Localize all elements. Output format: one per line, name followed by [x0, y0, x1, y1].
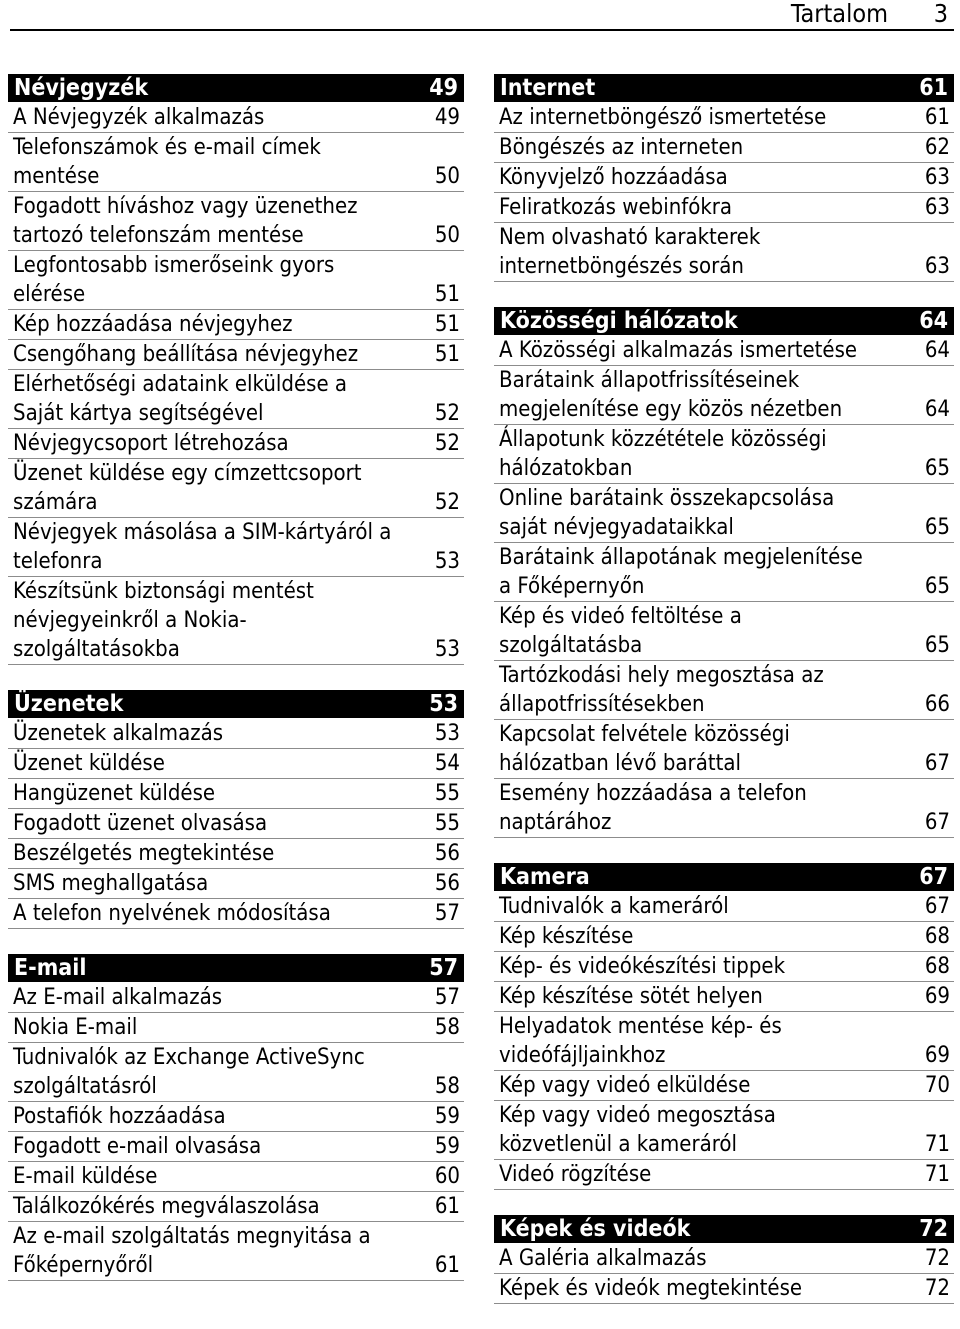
entry-page-number: 49 [434, 105, 460, 130]
entry-page-number: 51 [434, 312, 460, 337]
entry-title: Kép- és videókészítési tippek [499, 954, 786, 979]
entry-page-number: 68 [924, 954, 950, 979]
entry-title: Találkozókérés megválaszolása [13, 1194, 320, 1219]
toc-left-column [8, 74, 464, 1306]
entry-title: Fogadott e-mail olvasása [13, 1134, 262, 1159]
toc-entry[interactable] [494, 366, 954, 425]
section-page-number: 49 [429, 75, 458, 101]
toc-entry[interactable] [8, 103, 464, 133]
toc-entry[interactable] [8, 1162, 464, 1192]
entry-page-number: 64 [924, 397, 950, 422]
entry-page-number: 63 [924, 195, 950, 220]
entry-page-number: 61 [924, 105, 950, 130]
entry-title: Videó rögzítése [499, 1162, 652, 1187]
entry-page-number: 71 [924, 1162, 950, 1187]
entry-title: Postafiók hozzáadása [13, 1104, 226, 1129]
section-heading[interactable] [8, 74, 464, 102]
entry-title: Barátaink állapotfrissítéseinek megjelenítése egy közös nézetben [499, 368, 843, 422]
toc-entry[interactable] [8, 429, 464, 459]
toc-section-nevjegyzek [8, 74, 464, 665]
entry-page-number: 51 [434, 282, 460, 307]
toc-entry[interactable] [8, 192, 464, 251]
entry-title: Névjegyek másolása a SIM-kártyáról a telefonra [13, 520, 392, 574]
entry-page-number: 57 [434, 985, 460, 1010]
entry-title: Tudnivalók az Exchange ActiveSync szolgáltatásról [13, 1045, 365, 1099]
entry-title: Üzenet küldése [13, 751, 165, 776]
entry-title: Névjegycsoport létrehozása [13, 431, 289, 456]
toc-entry[interactable] [8, 251, 464, 310]
entry-page-number: 67 [924, 894, 950, 919]
entry-title: Üzenetek alkalmazás [13, 721, 224, 746]
page-header [0, 0, 960, 30]
entry-title: Esemény hozzáadása a telefon naptárához [499, 781, 807, 835]
entry-title: Fogadott híváshoz vagy üzenethez tartozó telefonszám mentése [13, 194, 358, 248]
entry-title: Kép vagy videó megosztása közvetlenül a kameráról [499, 1103, 776, 1157]
toc-entry[interactable] [494, 1101, 954, 1160]
toc-entry[interactable] [8, 1132, 464, 1162]
entry-title: A Közösségi alkalmazás ismertetése [499, 338, 858, 363]
entry-title: Kép készítése [499, 924, 634, 949]
toc-entry[interactable] [8, 1192, 464, 1222]
entry-title: Legfontosabb ismerőseink gyors elérése [13, 253, 335, 307]
toc-entry[interactable] [494, 1071, 954, 1101]
toc-entry[interactable] [494, 602, 954, 661]
toc-entry[interactable] [8, 983, 464, 1013]
header-rule [10, 29, 954, 31]
section-heading[interactable] [494, 863, 954, 891]
toc-right-column [494, 74, 954, 1329]
entry-page-number: 52 [434, 401, 460, 426]
entry-title: Tartózkodási hely megosztása az állapotfrissítésekben [499, 663, 824, 717]
entry-title: Tudnivalók a kameráról [499, 894, 729, 919]
entry-title: Állapotunk közzététele közösségi hálózatokban [499, 427, 827, 481]
entry-page-number: 62 [924, 135, 950, 160]
entry-page-number: 65 [924, 515, 950, 540]
toc-entry[interactable] [8, 1222, 464, 1281]
entry-title: Üzenet küldése egy címzettcsoport számára [13, 461, 362, 515]
toc-entry[interactable] [8, 809, 464, 839]
entry-page-number: 60 [434, 1164, 460, 1189]
entry-page-number: 66 [924, 692, 950, 717]
toc-entry[interactable] [494, 1012, 954, 1071]
entry-title: Képek és videók megtekintése [499, 1276, 803, 1301]
entry-page-number: 50 [434, 164, 460, 189]
toc-section-internet [494, 74, 954, 282]
entry-title: Hangüzenet küldése [13, 781, 216, 806]
entry-page-number: 50 [434, 223, 460, 248]
toc-entry[interactable] [494, 1244, 954, 1274]
entry-title: Feliratkozás webinfókra [499, 195, 733, 220]
page-title: Tartalom [790, 0, 888, 28]
entry-title: Kép készítése sötét helyen [499, 984, 763, 1009]
entry-title: A telefon nyelvének módosítása [13, 901, 331, 926]
toc-entry[interactable] [8, 869, 464, 899]
entry-page-number: 65 [924, 633, 950, 658]
entry-page-number: 72 [924, 1276, 950, 1301]
entry-title: Könyvjelző hozzáadása [499, 165, 728, 190]
entry-page-number: 55 [434, 781, 460, 806]
toc-entry[interactable] [8, 1043, 464, 1102]
entry-title: Fogadott üzenet olvasása [13, 811, 268, 836]
entry-page-number: 67 [924, 810, 950, 835]
toc-section-uzenetek [8, 690, 464, 929]
entry-page-number: 70 [924, 1073, 950, 1098]
toc-entry[interactable] [494, 193, 954, 223]
entry-title: Készítsünk biztonsági mentést névjegyeinkről a Nokia- szolgáltatásokba [13, 579, 314, 662]
section-title: Névjegyzék [14, 75, 149, 101]
entry-title: Barátaink állapotának megjelenítése a Főképernyőn [499, 545, 863, 599]
toc-entry[interactable] [8, 899, 464, 929]
section-page-number: 61 [919, 75, 948, 101]
entry-title: Helyadatok mentése kép- és videófájljainkhoz [499, 1014, 782, 1068]
entry-title: Nem olvasható karakterek internetböngészés során [499, 225, 761, 279]
entry-page-number: 65 [924, 456, 950, 481]
toc-entry[interactable] [494, 661, 954, 720]
toc-entry[interactable] [494, 922, 954, 952]
entry-page-number: 69 [924, 984, 950, 1009]
toc-entry[interactable] [494, 779, 954, 838]
section-heading[interactable] [8, 690, 464, 718]
entry-page-number: 57 [434, 901, 460, 926]
entry-page-number: 63 [924, 254, 950, 279]
entry-page-number: 53 [434, 637, 460, 662]
entry-page-number: 58 [434, 1074, 460, 1099]
section-title: Közösségi hálózatok [500, 308, 738, 334]
entry-page-number: 69 [924, 1043, 950, 1068]
entry-title: E-mail küldése [13, 1164, 158, 1189]
toc-entry[interactable] [494, 1274, 954, 1304]
entry-title: Kép hozzáadása névjegyhez [13, 312, 293, 337]
toc-entry[interactable] [8, 577, 464, 665]
entry-page-number: 59 [434, 1134, 460, 1159]
toc-section-e-mail [8, 954, 464, 1281]
toc-entry[interactable] [494, 543, 954, 602]
entry-page-number: 59 [434, 1104, 460, 1129]
entry-page-number: 52 [434, 490, 460, 515]
entry-page-number: 53 [434, 721, 460, 746]
entry-title: Az E-mail alkalmazás [13, 985, 223, 1010]
toc-section-kepek-es-videok [494, 1215, 954, 1304]
toc-entry[interactable] [8, 459, 464, 518]
toc-entry[interactable] [494, 892, 954, 922]
entry-page-number: 54 [434, 751, 460, 776]
toc-entry[interactable] [8, 340, 464, 370]
toc-entry[interactable] [8, 719, 464, 749]
entry-title: Csengőhang beállítása névjegyhez [13, 342, 359, 367]
entry-page-number: 61 [434, 1194, 460, 1219]
section-page-number: 67 [919, 864, 948, 890]
entry-title: Telefonszámok és e-mail címek mentése [13, 135, 321, 189]
toc-entry[interactable] [8, 310, 464, 340]
entry-title: Böngészés az interneten [499, 135, 744, 160]
entry-title: Az e-mail szolgáltatás megnyitása a Főképernyőről [13, 1224, 371, 1278]
entry-page-number: 63 [924, 165, 950, 190]
entry-title: Beszélgetés megtekintése [13, 841, 275, 866]
entry-page-number: 61 [434, 1253, 460, 1278]
entry-title: Kép és videó feltöltése a szolgáltatásba [499, 604, 742, 658]
section-title: Internet [500, 75, 596, 101]
toc-entry[interactable] [8, 133, 464, 192]
entry-page-number: 56 [434, 841, 460, 866]
entry-page-number: 64 [924, 338, 950, 363]
entry-title: A Névjegyzék alkalmazás [13, 105, 265, 130]
toc-entry[interactable] [494, 720, 954, 779]
toc-entry[interactable] [8, 370, 464, 429]
toc-section-kamera [494, 863, 954, 1190]
entry-page-number: 58 [434, 1015, 460, 1040]
toc-section-kozossegi-halozatok [494, 307, 954, 838]
entry-page-number: 51 [434, 342, 460, 367]
section-page-number: 72 [919, 1216, 948, 1242]
toc-entry[interactable] [494, 1160, 954, 1190]
entry-page-number: 71 [924, 1132, 950, 1157]
entry-title: Online barátaink összekapcsolása saját névjegyadataikkal [499, 486, 835, 540]
section-title: Kamera [500, 864, 590, 890]
toc-entry[interactable] [8, 779, 464, 809]
entry-page-number: 65 [924, 574, 950, 599]
entry-page-number: 52 [434, 431, 460, 456]
section-page-number: 64 [919, 308, 948, 334]
toc-entry[interactable] [8, 749, 464, 779]
toc-entry[interactable] [494, 163, 954, 193]
entry-title: A Galéria alkalmazás [499, 1246, 707, 1271]
toc-entry[interactable] [494, 223, 954, 282]
entry-page-number: 53 [434, 549, 460, 574]
toc-entry[interactable] [8, 1102, 464, 1132]
section-heading[interactable] [8, 954, 464, 982]
section-page-number: 57 [429, 955, 458, 981]
page-number: 3 [933, 0, 948, 28]
entry-page-number: 55 [434, 811, 460, 836]
section-heading[interactable] [494, 1215, 954, 1243]
toc-entry[interactable] [494, 103, 954, 133]
section-heading[interactable] [494, 74, 954, 102]
entry-page-number: 72 [924, 1246, 950, 1271]
entry-title: Nokia E-mail [13, 1015, 138, 1040]
toc-entry[interactable] [494, 133, 954, 163]
entry-title: SMS meghallgatása [13, 871, 209, 896]
toc-entry[interactable] [8, 518, 464, 577]
toc-entry[interactable] [494, 484, 954, 543]
toc-entry[interactable] [8, 839, 464, 869]
section-title: Képek és videók [500, 1216, 691, 1242]
section-title: Üzenetek [14, 691, 124, 717]
entry-page-number: 56 [434, 871, 460, 896]
toc-entry[interactable] [494, 952, 954, 982]
section-heading[interactable] [494, 307, 954, 335]
entry-title: Elérhetőségi adataink elküldése a Saját kártya segítségével [13, 372, 348, 426]
section-title: E-mail [14, 955, 87, 981]
entry-page-number: 68 [924, 924, 950, 949]
entry-page-number: 67 [924, 751, 950, 776]
toc-entry[interactable] [494, 982, 954, 1012]
entry-title: Kép vagy videó elküldése [499, 1073, 751, 1098]
entry-title: Kapcsolat felvétele közösségi hálózatban lévő baráttal [499, 722, 790, 776]
toc-entry[interactable] [494, 336, 954, 366]
section-page-number: 53 [429, 691, 458, 717]
toc-entry[interactable] [494, 425, 954, 484]
toc-entry[interactable] [8, 1013, 464, 1043]
entry-title: Az internetböngésző ismertetése [499, 105, 827, 130]
